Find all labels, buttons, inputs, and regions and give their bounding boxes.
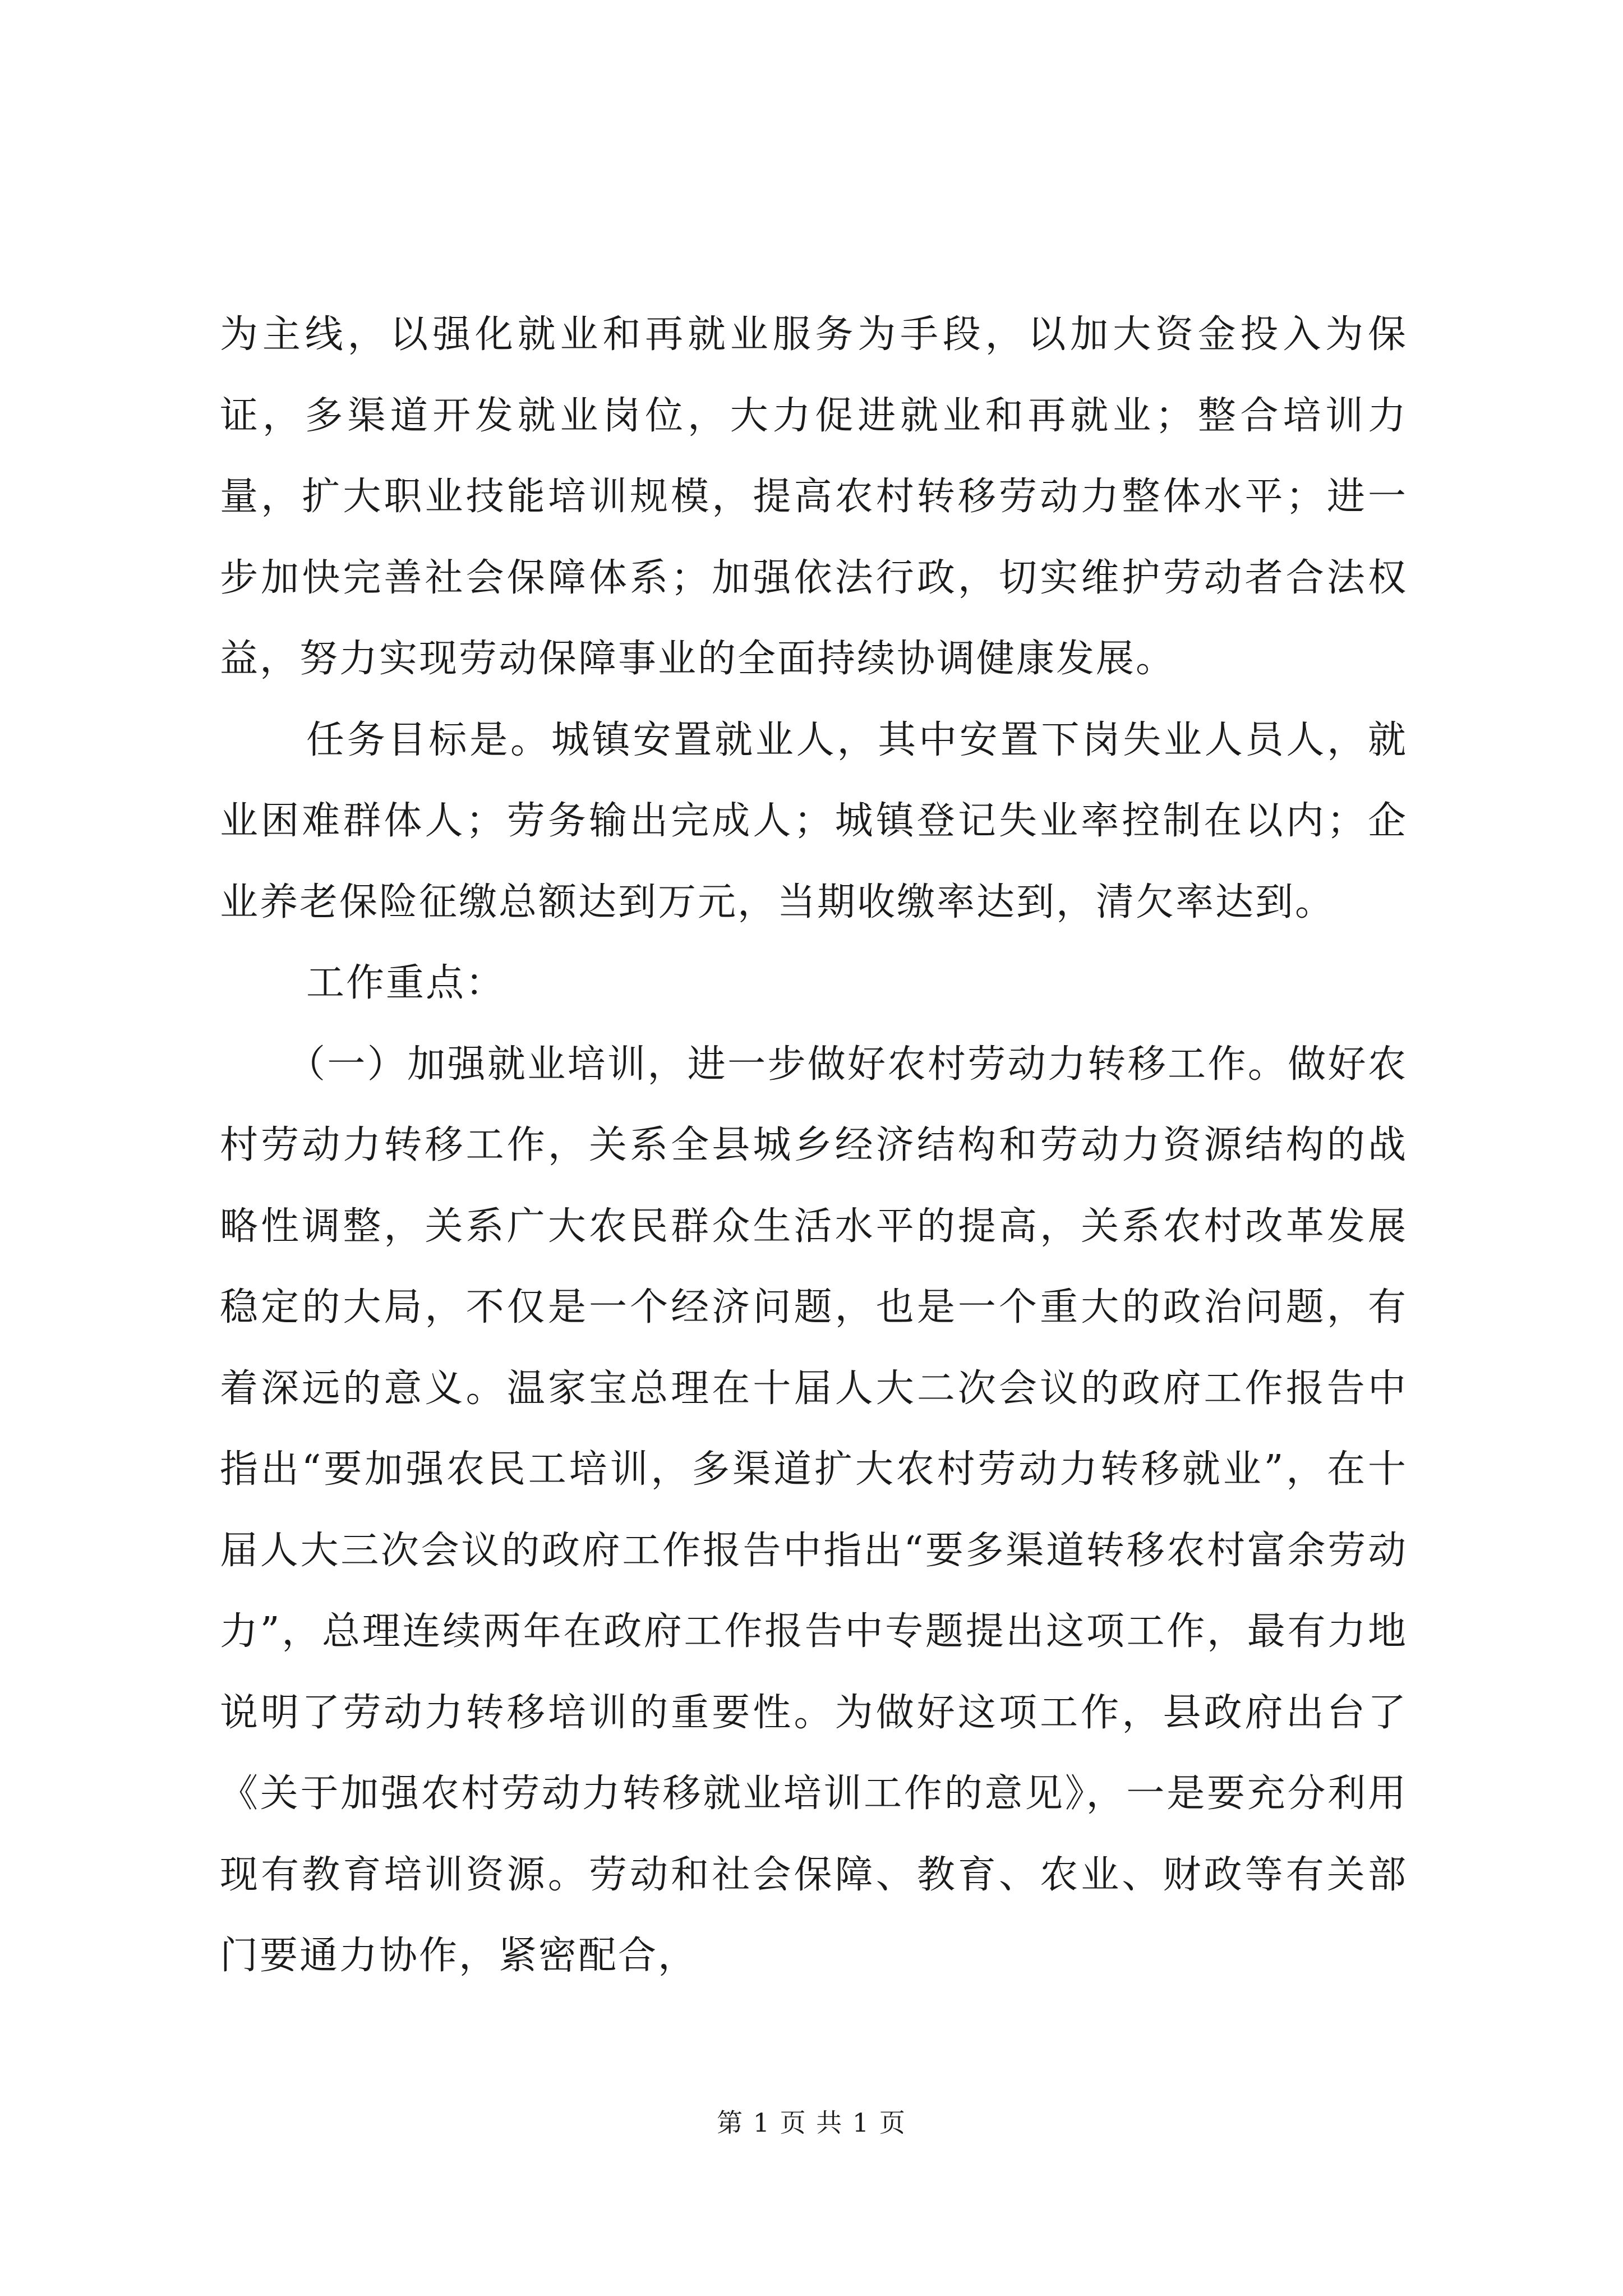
paragraph-goals-summary: 为主线，以强化就业和再就业服务为手段，以加大资金投入为保证，多渠道开发就业岗位，大力促进就业和再就业；整合培训力量，扩大职业技能培训规模，提高农村转移劳动力整体水平；进一步加快完善社会保障体系；加强依法行政，切实维护劳动者合法权益，努力实现劳动保障事业的全面持续协调健康发展。: [220, 312, 1408, 681]
document-body: [220, 295, 1408, 1997]
paragraph-work-focus-heading: 工作重点：: [306, 961, 506, 1005]
page-footer: 第 1 页 共 1 页: [717, 2108, 906, 2138]
paragraph-section-one: （一）加强就业培训，进一步做好农村劳动力转移工作。做好农村劳动力转移工作，关系全县城乡经济结构和劳动力资源结构的战略性调整，关系广大农民群众生活水平的提高，关系农村改革发展稳定的大局，不仅是一个经济问题，也是一个重大的政治问题，有着深远的意义。温家宝总理在十届人大二次会议的政府工作报告中指出“要加强农民工培训，多渠道扩大农村劳动力转移就业”，在十届人大三次会议的政府工作报告中指出“要多渠道转移农村富余劳动力”，总理连续两年在政府工作报告中专题提出这项工作，最有力地说明了劳动力转移培训的重要性。为做好这项工作，县政府出台了《关于加强农村劳动力转移就业培训工作的意见》，一是要充分利用现有教育培训资源。劳动和社会保障、教育、农业、财政等有关部门要通力协作，紧密配合，: [220, 1042, 1408, 1978]
paragraph-task-targets: 任务目标是。城镇安置就业人，其中安置下岗失业人员人，就业困难群体人；劳务输出完成人；城镇登记失业率控制在以内；企业养老保险征缴总额达到万元，当期收缴率达到，清欠率达到。: [220, 717, 1408, 924]
